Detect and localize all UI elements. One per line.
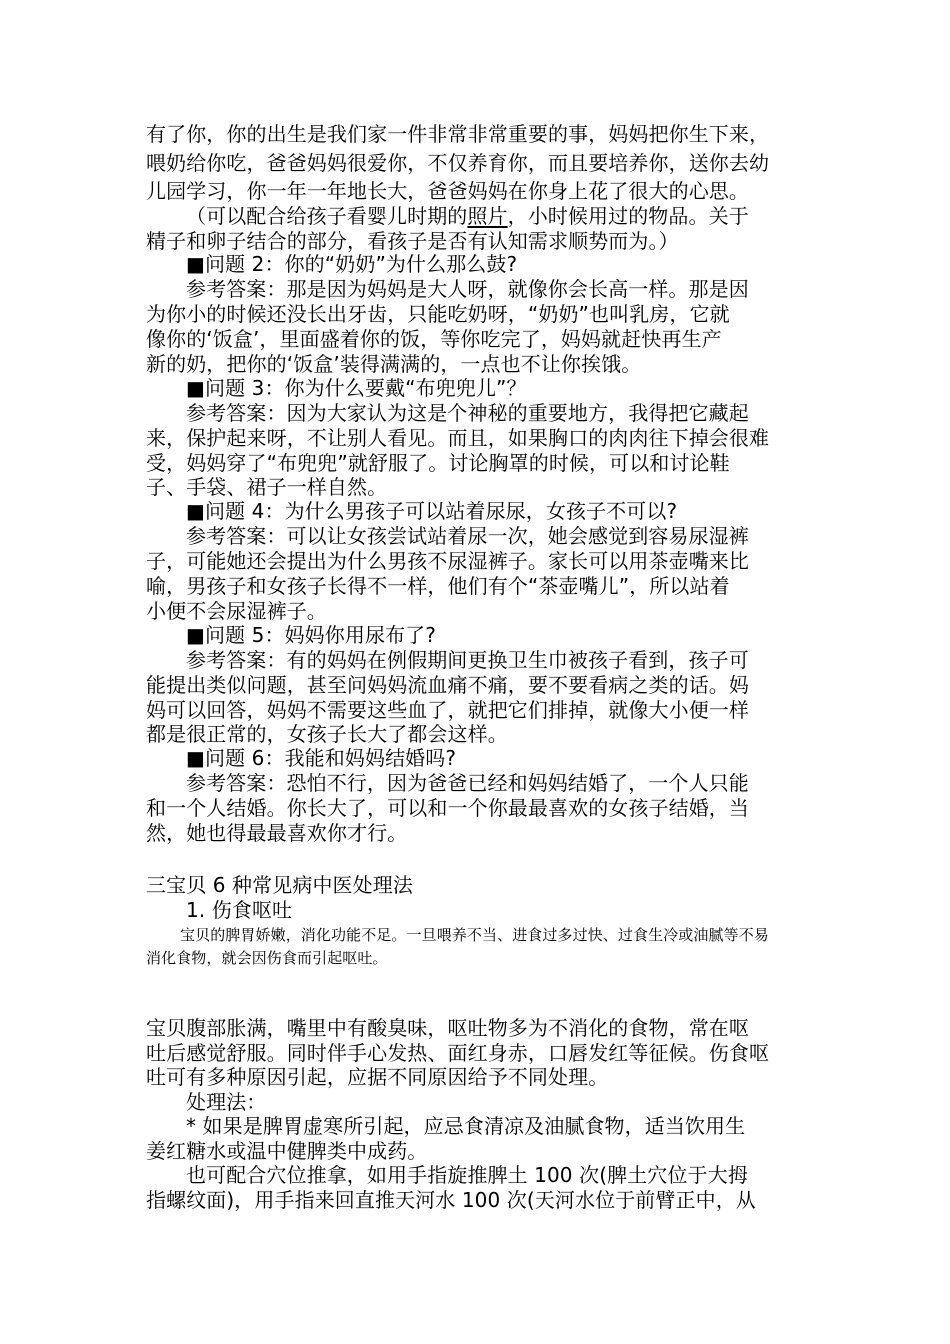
paragraph-line: 新的奶，把你的‘饭盒’装得满满的，一点也不让你挨饿。 [146,352,642,376]
paragraph-line: 和一个人结婚。你长大了，可以和一个你最最喜欢的女孩子结婚，当 [146,796,749,820]
paragraph-line: 消化食物，就会因伤食而引起呕吐。 [146,949,388,967]
paragraph-line: 像你的‘饭盒’，里面盛着你的饭，等你吃完了，妈妈就赶快再生产 [146,327,722,351]
paragraph-line: 喻，男孩子和女孩子长得不一样，他们有个“茶壶嘴儿”，所以站着 [146,574,730,598]
paragraph-line [186,203,749,229]
paragraph-line: 也可配合穴位推拿，如用手指旋推脾土 100 次(脾土穴位于大拇 [186,1163,748,1187]
paragraph-line: 能提出类似问题，甚至问妈妈流血痛不痛，要不要看病之类的话。妈 [146,673,749,697]
paragraph-line: 有了你，你的出生是我们家一件非常非常重要的事，妈妈把你生下来， [146,122,770,146]
paragraph-line: 子、手袋、裙子一样自然。 [146,475,388,499]
question-heading: ■问题 3：你为什么要戴“布兜兜儿”？ [186,376,527,400]
paragraph-line: 吐可有多种原因引起，应据不同原因给予不同处理。 [146,1065,609,1089]
paragraph-line: 然，她也得最最喜欢你才行。 [146,821,408,845]
paragraph-line: 宝贝的脾胃娇嫩，消化功能不足。一旦喂养不当、进食过多过快、过食生冷或油腻等不易 [180,926,769,944]
paragraph-line: 参考答案：因为大家认为这是个神秘的重要地方，我得把它藏起 [186,401,749,425]
text-segment: ，小时候用过的物品。关于 [507,204,749,228]
paragraph-line: 妈可以回答，妈妈不需要这些血了，就把它们排掉，就像大小便一样 [146,698,749,722]
paragraph-line: 参考答案：恐怕不行，因为爸爸已经和妈妈结婚了，一个人只能 [186,771,749,795]
paragraph-line: 为你小的时候还没长出牙齿，只能吃奶呀，“奶奶”也叫乳房，它就 [146,302,730,326]
section-title: 三宝贝 6 种常见病中医处理法 [146,873,413,897]
paragraph-line: 参考答案：有的妈妈在例假期间更换卫生巾被孩子看到，孩子可 [186,648,749,672]
paragraph-line: 姜红糖水或温中健脾类中成药。 [146,1139,428,1163]
underlined-text: 照片 [467,204,508,228]
paragraph-line: * 如果是脾胃虚寒所引起，应忌食清凉及油腻食物，适当饮用生 [186,1114,746,1138]
question-heading: ■问题 5：妈妈你用尿布了? [186,623,436,647]
paragraph-line: 精子和卵子结合的部分，看孩子是否有认知需求顺势而为。） [146,229,679,253]
paragraph-line: 子，可能她还会提出为什么男孩不尿湿裤子。家长可以用茶壶嘴来比 [146,549,749,573]
paragraph-line: 吐后感觉舒服。同时伴手心发热、面红身赤，口唇发红等征候。伤食呕 [146,1041,770,1065]
paragraph-line: 参考答案：那是因为妈妈是大人呀，就像你会长高一样。那是因 [186,277,749,301]
paragraph-line: 儿园学习，你一年一年地长大，爸爸妈妈在你身上花了很大的心思。 [146,179,749,203]
paragraph-line: 处理法： [186,1090,267,1114]
question-heading: ■问题 4：为什么男孩子可以站着尿尿，女孩子不可以? [186,499,678,523]
paragraph-line: 受，妈妈穿了“布兜兜”就舒服了。讨论胸罩的时候，可以和讨论鞋 [146,451,730,475]
question-heading: ■问题 6：我能和妈妈结婚吗? [186,746,457,770]
paragraph-line: 来，保护起来呀，不让别人看见。而且，如果胸口的肉肉往下掉会很难 [146,426,770,450]
paragraph-line: 宝贝腹部胀满，嘴里中有酸臭味，呕吐物多为不消化的食物，常在呕 [146,1016,749,1040]
subsection-title: 1. 伤食呕吐 [186,898,293,922]
paragraph-line: 喂奶给你吃，爸爸妈妈很爱你，不仅养育你，而且要培养你，送你去幼 [146,151,770,175]
paragraph-line: 指螺纹面)，用手指来回直推天河水 100 次(天河水位于前臂正中，从 [146,1188,756,1212]
paragraph-line: 参考答案：可以让女孩尝试站着尿一次，她会感觉到容易尿湿裤 [186,524,749,548]
paragraph-line: 小便不会尿湿裤子。 [146,599,327,623]
paragraph-line: 都是很正常的，女孩子长大了都会这样。 [146,722,508,746]
text-segment: （可以配合给孩子看婴儿时期的 [186,204,468,228]
question-heading: ■问题 2：你的“奶奶”为什么那么鼓? [186,252,518,276]
